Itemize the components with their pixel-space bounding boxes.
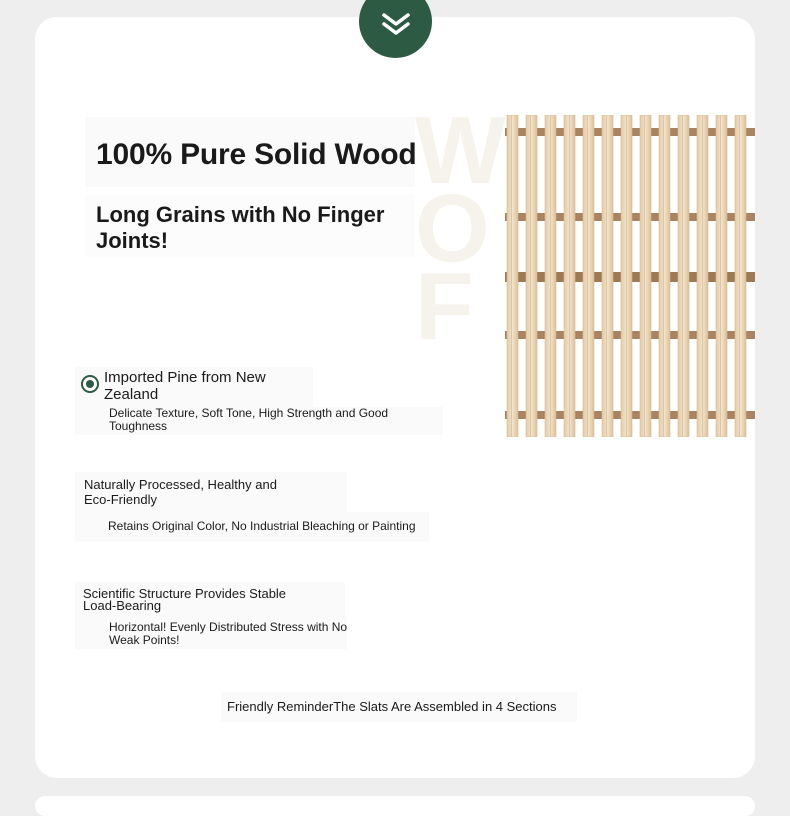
feature-description: Horizontal! Evenly Distributed Stress with No Weak Points! bbox=[109, 620, 348, 647]
radio-selected-icon[interactable] bbox=[81, 375, 99, 393]
feature-title: Imported Pine from New Zealand bbox=[104, 369, 266, 403]
feature-title: Naturally Processed, Healthy and Eco-Friendly bbox=[84, 477, 277, 507]
assembly-reminder: Friendly ReminderThe Slats Are Assembled in 4 Sections bbox=[227, 699, 557, 714]
product-card bbox=[35, 17, 755, 778]
page-subtitle: Long Grains with No Finger Joints! bbox=[96, 202, 385, 253]
wood-slat-panel-image bbox=[505, 115, 755, 437]
feature-description: Retains Original Color, No Industrial Bleaching or Painting bbox=[108, 519, 416, 533]
double-chevron-down-icon bbox=[381, 12, 411, 36]
wood-logo-watermark: W O F bbox=[415, 97, 502, 360]
page-title: 100% Pure Solid Wood bbox=[96, 138, 417, 171]
feature-description: Delicate Texture, Soft Tone, High Strength and Good Toughness bbox=[109, 406, 389, 433]
next-card bbox=[35, 796, 755, 816]
feature-title: Scientific Structure Provides Stable Load-Bearing bbox=[83, 586, 287, 613]
